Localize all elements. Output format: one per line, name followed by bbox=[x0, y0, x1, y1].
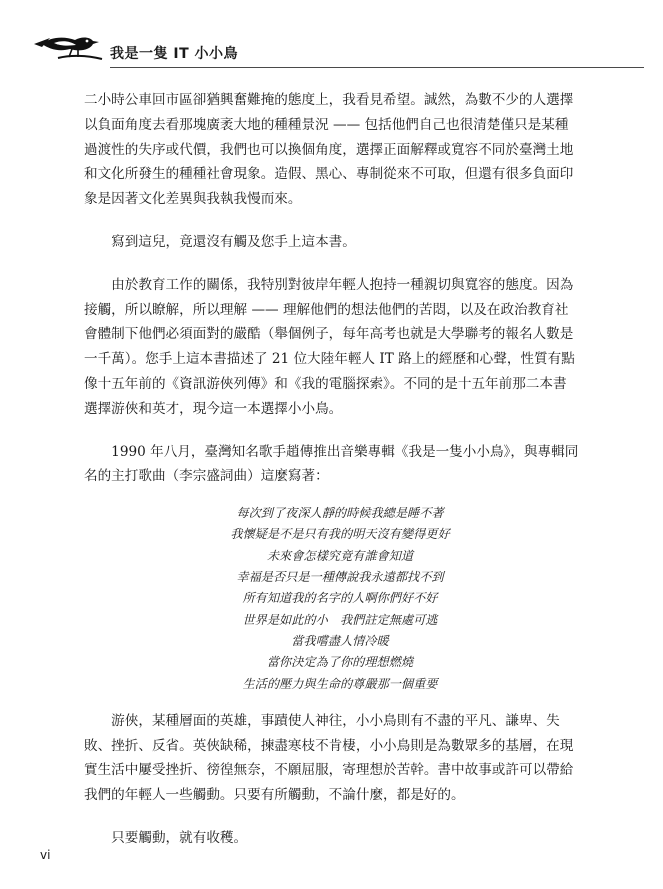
lyric-line: 生活的壓力與生命的尊嚴那一個重要 bbox=[242, 676, 438, 691]
song-lyrics bbox=[84, 503, 596, 695]
running-header-title: 我是一隻 IT 小小鳥 bbox=[110, 46, 239, 62]
lyric-line: 所有知道我的名字的人啊你們好不好 bbox=[242, 591, 438, 606]
lyric-line: 未來會怎樣究竟有誰會知道 bbox=[266, 548, 414, 563]
page-body bbox=[84, 88, 596, 869]
running-header bbox=[24, 26, 644, 66]
paragraph-4: 1990 年八月，臺灣知名歌手趙傳推出音樂專輯《我是一隻小小鳥》，與專輯同 名的主打歌曲（李宗盛詞曲）這麼寫著： bbox=[84, 443, 579, 485]
page-number: vi bbox=[40, 848, 51, 862]
paragraph-6: 只要觸動，就有收穫。 bbox=[84, 830, 248, 847]
lyric-line: 每次到了夜深人靜的時候我總是睡不著 bbox=[236, 506, 444, 521]
paragraph-3: 由於教育工作的關係，我特別對彼岸年輕人抱持一種親切與寬容的態度。因為 接觸，所以瞭解，所以理解 —— 理解他們的想法他們的苦悶，以及在政治教育社 會體制下他們必須面對的嚴酷（舉個例子，每年高考也就是大學聯考的報名人數是 一千萬）。您手上這本書描述了 21 位大陸年輕人 IT 路上的經歷和心聲，性質有點 像十五年前的《資訊游俠列傳》和《我的電腦探索》。不同的是十五年前那二本書 選擇游俠和英才，現今這一本選擇小小鳥。 bbox=[84, 276, 575, 417]
header-rule bbox=[110, 67, 644, 68]
lyric-line: 幸福是否只是一種傳說我永遠都找不到 bbox=[236, 570, 444, 585]
lyric-line: 世界是如此的小 我們註定無處可逃 bbox=[242, 612, 438, 627]
lyric-line: 當我嚐盡人情冷暖 bbox=[291, 633, 389, 648]
lyric-line: 我懷疑是不是只有我的明天沒有變得更好 bbox=[230, 527, 450, 542]
bird-on-branch-icon bbox=[32, 28, 106, 62]
paragraph-2: 寫到這兒，竟還沒有觸及您手上這本書。 bbox=[84, 233, 356, 250]
lyric-line: 當你決定為了你的理想燃燒 bbox=[266, 655, 414, 670]
paragraph-5: 游俠，某種層面的英雄，事蹟使人神往，小小鳥則有不盡的平凡、謙卑、失 敗、挫折、反省。英俠缺稀，揀盡寒枝不肯棲，小小鳥則是為數眾多的基層，在現 實生活中屢受挫折、徬徨無奈，不願屈服，寄理想於苦幹。書中故事或許可以帶給 我們的年輕人一些觸動。只要有所觸動，不論什麼，都是好的。 bbox=[84, 712, 574, 804]
paragraph-1: 二小時公車回市區卻猶興奮難掩的態度上，我看見希望。誠然，為數不少的人選擇 以負面角度去看那塊廣袤大地的種種景況 —— 包括他們自己也很清楚僅只是某種 過渡性的失序或代價，我們也可以換個角度，選擇正面解釋或寬容不同於臺灣土地 和文化所發生的種種社會現象。造假、黑心、專制從來不可取，但還有很多負面印 象是因著文化差異與我執我慢而來。 bbox=[84, 92, 574, 208]
